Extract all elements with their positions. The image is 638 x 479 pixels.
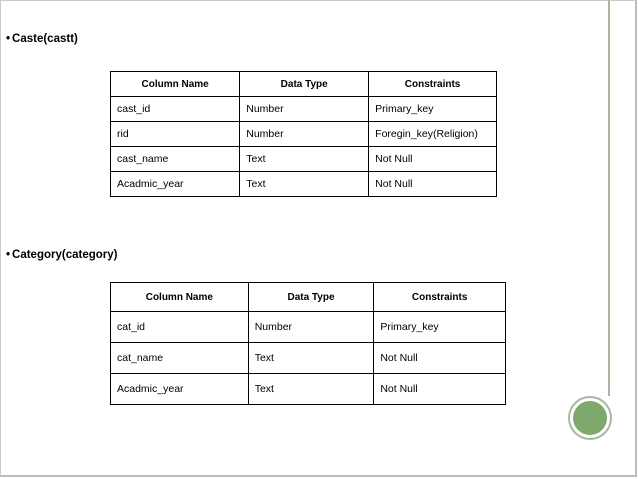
cell-constraints: Primary_key [369,97,497,122]
table-row [111,147,497,172]
cell-column-name: cat_name [111,343,249,374]
table-row [111,343,506,374]
cell-constraints: Not Null [374,374,506,405]
category-schema-table [110,282,506,405]
decorative-circle [570,398,610,438]
cell-data-type: Text [240,172,369,197]
section-title: Caste(castt) [12,33,78,45]
cell-column-name: rid [111,122,240,147]
cell-data-type: Number [240,122,369,147]
header-constraints: Constraints [374,283,506,312]
table-row [111,172,497,197]
cell-data-type: Text [248,343,374,374]
cell-constraints: Foregin_key(Religion) [369,122,497,147]
header-column-name: Column Name [111,283,249,312]
cell-column-name: Acadmic_year [111,374,249,405]
cell-column-name: cast_id [111,97,240,122]
cell-data-type: Number [240,97,369,122]
cell-constraints: Not Null [369,147,497,172]
cell-data-type: Number [248,312,374,343]
table-row [111,374,506,405]
cell-column-name: Acadmic_year [111,172,240,197]
table-header-row [111,72,497,97]
cell-data-type: Text [240,147,369,172]
table-header-row [111,283,506,312]
cell-constraints: Not Null [374,343,506,374]
section-title: Category(category) [12,249,118,261]
table-row [111,122,497,147]
cell-column-name: cat_id [111,312,249,343]
header-data-type: Data Type [240,72,369,97]
caste-schema-table [110,71,497,197]
bullet-icon: • [6,249,11,261]
table-row [111,97,497,122]
side-decorative-rule [608,0,610,396]
cell-constraints: Not Null [369,172,497,197]
table-row [111,312,506,343]
section-heading-category [6,249,117,261]
header-column-name: Column Name [111,72,240,97]
cell-column-name: cast_name [111,147,240,172]
section-heading-caste [6,33,78,45]
cell-data-type: Text [248,374,374,405]
cell-constraints: Primary_key [374,312,506,343]
header-data-type: Data Type [248,283,374,312]
bullet-icon: • [6,33,11,45]
header-constraints: Constraints [369,72,497,97]
